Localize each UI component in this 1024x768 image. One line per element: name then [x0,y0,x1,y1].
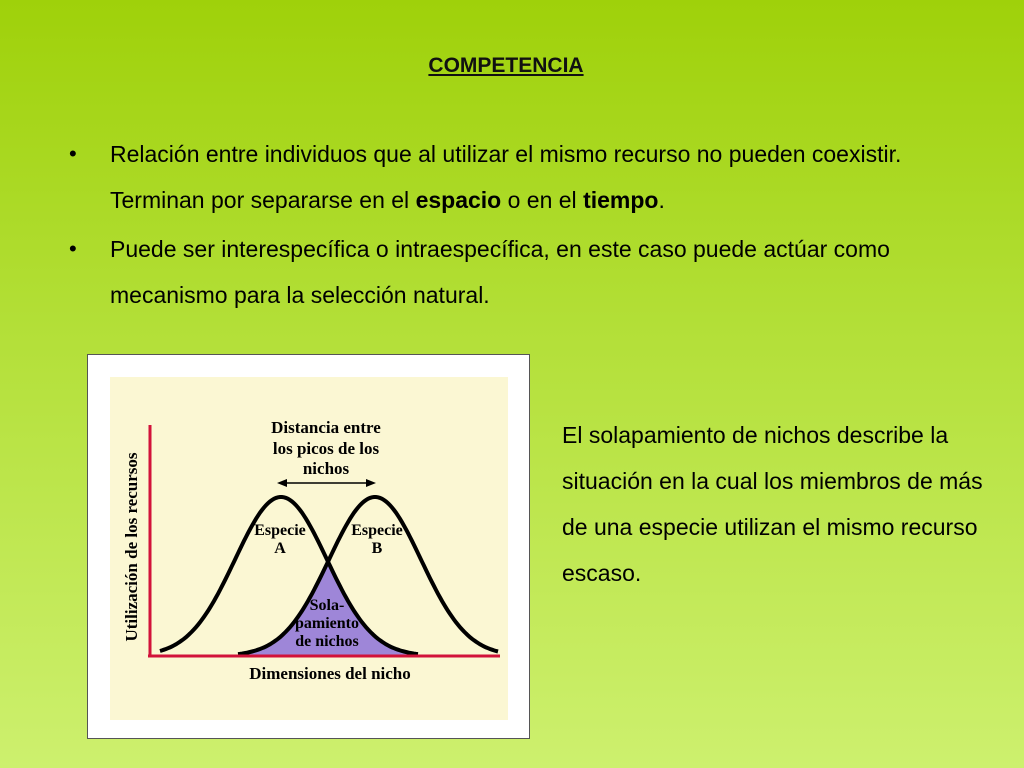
bullet-item-competition-types [66,226,946,318]
bullet-list [66,131,946,321]
slide-title: COMPETENCIA [428,54,584,77]
bullet-text: . [658,187,665,213]
niche-overlap-description: El solapamiento de nichos describe la situación en la cual los miembros de más de una especie utilizan el mismo recurso escaso. [562,422,983,586]
x-axis-label: Dimensiones del nicho [249,664,411,683]
distance-label-line-1: Distancia entre [271,418,381,437]
overlap-label-line-1: Sola- [309,597,345,614]
niche-overlap-figure [87,354,530,739]
species-a-label-line-2: A [274,540,286,557]
distance-label-line-3: nichos [302,459,350,478]
y-axis-label: Utilización de los recursos [122,452,141,642]
bullet-bold-time: tiempo [583,187,659,213]
bullet-text: o en el [501,187,584,213]
overlap-label-line-2: pamiento [295,615,359,632]
species-b-label-line-1: Especie [351,522,403,539]
distance-label-line-2: los picos de los [272,439,380,458]
niche-overlap-diagram [88,355,531,740]
overlap-label-line-3: de nichos [295,633,359,650]
bullet-marker: • [69,236,77,261]
bullet-item-competition-definition [66,131,946,223]
bullet-bold-space: espacio [415,187,502,213]
species-b-label-line-2: B [371,540,383,557]
bullet-text: Puede ser interespecífica o intraespecífica, en este caso puede actúar como mecanismo para la selección natural. [110,236,890,308]
bullet-marker: • [69,141,77,166]
bullet-text: Relación entre individuos que al utilizar el mismo recurso no pueden coexistir. Terminan por separarse en el [110,141,902,213]
species-a-label-line-1: Especie [254,522,306,539]
